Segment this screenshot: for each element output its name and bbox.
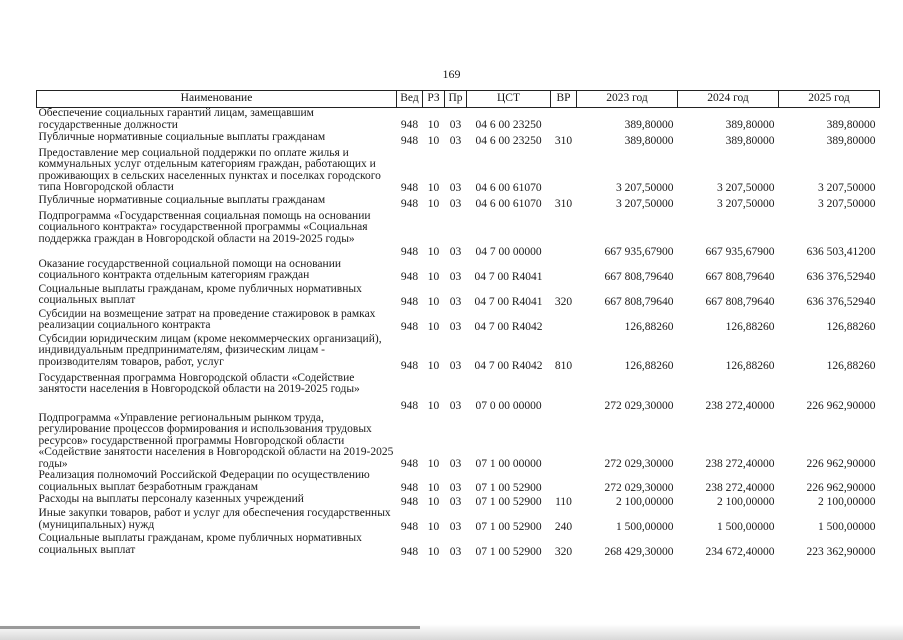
row-ved: 948 bbox=[400, 545, 419, 558]
row-2023: 667 808,79640 bbox=[604, 296, 674, 308]
row-rz: 10 bbox=[427, 457, 440, 470]
row-vr bbox=[551, 373, 577, 413]
table-row bbox=[37, 195, 880, 211]
table-row bbox=[37, 533, 880, 558]
row-vr bbox=[551, 259, 577, 284]
row-2025: 1 500,00000 bbox=[818, 520, 876, 533]
row-cst: 07 1 00 52900 bbox=[475, 481, 542, 494]
row-cst: 04 7 00 00000 bbox=[475, 246, 542, 258]
row-2023: 2 100,00000 bbox=[616, 495, 674, 508]
row-pr: 03 bbox=[449, 119, 462, 131]
row-pr: 03 bbox=[449, 545, 462, 558]
row-2024: 667 808,79640 bbox=[705, 271, 775, 283]
row-vr: 810 bbox=[554, 360, 573, 372]
row-2023: 3 207,50000 bbox=[616, 182, 674, 194]
header-2024: 2024 год bbox=[678, 91, 779, 108]
row-vr: 110 bbox=[555, 495, 572, 508]
row-pr: 03 bbox=[449, 198, 462, 210]
row-2024: 1 500,00000 bbox=[717, 520, 775, 533]
row-pr: 03 bbox=[449, 246, 462, 258]
header-pr: Пр bbox=[445, 91, 467, 108]
row-2023: 667 935,67900 bbox=[604, 246, 674, 258]
row-2023: 272 029,30000 bbox=[604, 481, 674, 494]
row-2025: 126,88260 bbox=[826, 360, 876, 372]
row-vr: 310 bbox=[554, 198, 573, 210]
table-row bbox=[37, 309, 880, 334]
row-name: Обеспечение социальных гарантий лицам, замещавшим государственные должности bbox=[38, 107, 314, 131]
row-vr: 240 bbox=[554, 520, 573, 533]
row-vr bbox=[551, 148, 577, 195]
row-name: Подпрограмма «Управление региональным рынком труда, регулирование процессов формирования и использования трудовых ресурсов» государственной программы Новгородской области «Содействие занятости населения в Новгородской области на 2019-2025 годы» bbox=[38, 411, 394, 470]
row-2024: 238 272,40000 bbox=[705, 457, 775, 470]
row-rz: 10 bbox=[427, 119, 440, 131]
row-name: Оказание государственной социальной помощи на основании социального контракта отдельным категориям граждан bbox=[38, 257, 341, 281]
row-vr bbox=[551, 413, 577, 471]
row-rz: 10 bbox=[427, 246, 440, 258]
row-name: Расходы на выплаты персоналу казенных учреждений bbox=[38, 493, 304, 505]
row-2025: 226 962,90000 bbox=[806, 457, 876, 470]
header-2025: 2025 год bbox=[779, 91, 880, 108]
row-vr bbox=[551, 211, 577, 259]
row-pr: 03 bbox=[449, 400, 462, 412]
row-name: Социальные выплаты гражданам, кроме публичных нормативных социальных выплат bbox=[38, 532, 362, 556]
row-rz: 10 bbox=[427, 400, 440, 412]
row-ved: 948 bbox=[400, 119, 419, 131]
header-vr: ВР bbox=[551, 91, 577, 108]
row-2023: 272 029,30000 bbox=[604, 457, 674, 470]
row-ved: 948 bbox=[400, 296, 419, 308]
row-cst: 04 7 00 R4042 bbox=[474, 321, 543, 333]
row-name: Социальные выплаты гражданам, кроме публичных нормативных социальных выплат bbox=[38, 282, 362, 306]
row-name: Подпрограмма «Государственная социальная помощь на основании социального контракта» государственной программы «Социальная поддержка граждан в Новгородской области на 2019-2025 годы» bbox=[38, 209, 371, 245]
row-pr: 03 bbox=[449, 296, 462, 308]
row-2024: 234 672,40000 bbox=[705, 545, 775, 558]
table-row bbox=[37, 494, 880, 508]
header-2023: 2023 год bbox=[577, 91, 678, 108]
row-rz: 10 bbox=[427, 545, 440, 558]
table-row bbox=[37, 284, 880, 309]
row-pr: 03 bbox=[449, 520, 462, 533]
row-pr: 03 bbox=[449, 495, 462, 508]
row-2025: 636 503,41200 bbox=[806, 246, 876, 258]
row-cst: 04 7 00 R4041 bbox=[474, 296, 543, 308]
row-2023: 1 500,00000 bbox=[616, 520, 674, 533]
row-2023: 389,80000 bbox=[624, 135, 674, 147]
row-2025: 389,80000 bbox=[826, 135, 876, 147]
row-2025: 226 962,90000 bbox=[806, 481, 876, 494]
row-2025: 226 962,90000 bbox=[806, 400, 876, 412]
row-cst: 07 1 00 52900 bbox=[475, 545, 542, 558]
row-name: Государственная программа Новгородской области «Содействие занятости населения в Новгородской области на 2019-2025 годы» bbox=[38, 371, 360, 395]
row-vr bbox=[551, 470, 577, 494]
table-row bbox=[37, 108, 880, 132]
row-2025: 636 376,52940 bbox=[806, 271, 876, 283]
row-rz: 10 bbox=[427, 271, 440, 283]
row-2023: 3 207,50000 bbox=[616, 198, 674, 210]
row-rz: 10 bbox=[427, 495, 440, 508]
row-cst: 04 6 00 61070 bbox=[475, 182, 542, 194]
table-row bbox=[37, 211, 880, 259]
table-row bbox=[37, 413, 880, 471]
row-2023: 272 029,30000 bbox=[604, 400, 674, 412]
row-rz: 10 bbox=[427, 520, 440, 533]
row-name: Публичные нормативные социальные выплаты гражданам bbox=[38, 130, 326, 143]
row-vr bbox=[551, 108, 577, 132]
row-cst: 04 7 00 R4041 bbox=[474, 271, 543, 283]
table-row bbox=[37, 148, 880, 195]
row-rz: 10 bbox=[427, 296, 440, 308]
page-number: 169 bbox=[442, 67, 461, 81]
row-2024: 126,88260 bbox=[725, 321, 775, 333]
table-row bbox=[37, 259, 880, 284]
row-2023: 126,88260 bbox=[624, 360, 674, 372]
row-2024: 389,80000 bbox=[725, 135, 775, 147]
row-vr bbox=[551, 309, 577, 334]
budget-table bbox=[36, 90, 880, 558]
row-2024: 126,88260 bbox=[725, 360, 775, 372]
row-rz: 10 bbox=[427, 481, 440, 494]
row-2023: 389,80000 bbox=[624, 119, 674, 131]
row-vr: 320 bbox=[554, 545, 573, 558]
table-row bbox=[37, 373, 880, 413]
row-rz: 10 bbox=[427, 321, 440, 333]
row-cst: 04 7 00 R4042 bbox=[474, 360, 543, 372]
row-2025: 126,88260 bbox=[826, 321, 876, 333]
header-cst: ЦСТ bbox=[467, 91, 551, 108]
row-cst: 04 6 00 23250 bbox=[475, 135, 542, 147]
row-pr: 03 bbox=[449, 321, 462, 333]
table-row bbox=[37, 470, 880, 494]
table-row bbox=[37, 334, 880, 373]
row-rz: 10 bbox=[427, 198, 440, 210]
row-2024: 389,80000 bbox=[725, 119, 775, 131]
row-ved: 948 bbox=[400, 198, 419, 210]
header-ved: Вед bbox=[397, 91, 423, 108]
table-row bbox=[37, 508, 880, 533]
row-cst: 07 0 00 00000 bbox=[475, 400, 542, 412]
row-ved: 948 bbox=[400, 457, 419, 470]
row-ved: 948 bbox=[400, 246, 419, 258]
row-pr: 03 bbox=[449, 360, 462, 372]
row-rz: 10 bbox=[427, 360, 440, 372]
row-rz: 10 bbox=[427, 135, 440, 147]
row-name: Субсидии юридическим лицам (кроме некоммерческих организаций), индивидуальным предпринимателям, физическим лицам - производителям товаров, работ, услуг bbox=[38, 332, 382, 368]
row-ved: 948 bbox=[400, 481, 419, 494]
header-name: Наименование bbox=[37, 91, 397, 108]
row-2025: 223 362,90000 bbox=[806, 545, 876, 558]
row-ved: 948 bbox=[400, 520, 419, 533]
row-ved: 948 bbox=[400, 360, 419, 372]
row-2024: 667 808,79640 bbox=[705, 296, 775, 308]
row-ved: 948 bbox=[400, 182, 419, 194]
page-bottom-line bbox=[0, 626, 420, 629]
row-cst: 07 1 00 00000 bbox=[475, 457, 542, 470]
row-2023: 126,88260 bbox=[624, 321, 674, 333]
row-pr: 03 bbox=[449, 135, 462, 147]
row-name: Публичные нормативные социальные выплаты гражданам bbox=[38, 193, 326, 206]
row-cst: 07 1 00 52900 bbox=[475, 520, 542, 533]
row-pr: 03 bbox=[449, 271, 462, 283]
row-name: Реализация полномочий Российской Федерации по осуществлению социальных выплат безработным гражданам bbox=[38, 469, 370, 493]
row-2025: 389,80000 bbox=[826, 119, 876, 131]
row-2024: 238 272,40000 bbox=[705, 400, 775, 412]
row-ved: 948 bbox=[400, 321, 419, 333]
row-name: Иные закупки товаров, работ и услуг для обеспечения государственных (муниципальных) нужд bbox=[38, 507, 391, 531]
row-vr: 320 bbox=[554, 296, 573, 308]
row-cst: 04 6 00 23250 bbox=[475, 119, 542, 131]
row-name: Предоставление мер социальной поддержки по оплате жилья и коммунальных услуг отдельным категориям граждан, работающих и проживающих в сельских населенных пунктах и поселках городского типа Новгородской области bbox=[38, 146, 381, 193]
row-2025: 636 376,52940 bbox=[806, 296, 876, 308]
row-2023: 268 429,30000 bbox=[604, 545, 674, 558]
row-ved: 948 bbox=[400, 495, 419, 508]
row-cst: 04 6 00 61070 bbox=[475, 198, 542, 210]
row-2024: 3 207,50000 bbox=[717, 198, 775, 210]
header-rz: РЗ bbox=[423, 91, 445, 108]
row-2024: 238 272,40000 bbox=[705, 481, 775, 494]
table-header-row bbox=[37, 91, 880, 108]
table-row bbox=[37, 132, 880, 148]
row-pr: 03 bbox=[449, 457, 462, 470]
row-vr: 310 bbox=[554, 135, 573, 147]
row-2024: 2 100,00000 bbox=[717, 495, 775, 508]
row-pr: 03 bbox=[449, 481, 462, 494]
row-2024: 667 935,67900 bbox=[705, 246, 775, 258]
row-2025: 3 207,50000 bbox=[818, 182, 876, 194]
row-ved: 948 bbox=[400, 271, 419, 283]
row-cst: 07 1 00 52900 bbox=[475, 495, 542, 508]
row-ved: 948 bbox=[400, 400, 419, 412]
row-pr: 03 bbox=[449, 182, 462, 194]
row-name: Субсидии на возмещение затрат на проведение стажировок в рамках реализации социального контракта bbox=[38, 307, 376, 331]
row-2025: 3 207,50000 bbox=[818, 198, 876, 210]
row-2023: 667 808,79640 bbox=[604, 271, 674, 283]
row-rz: 10 bbox=[427, 182, 440, 194]
row-2024: 3 207,50000 bbox=[717, 182, 775, 194]
row-2025: 2 100,00000 bbox=[818, 495, 876, 508]
row-ved: 948 bbox=[400, 135, 419, 147]
